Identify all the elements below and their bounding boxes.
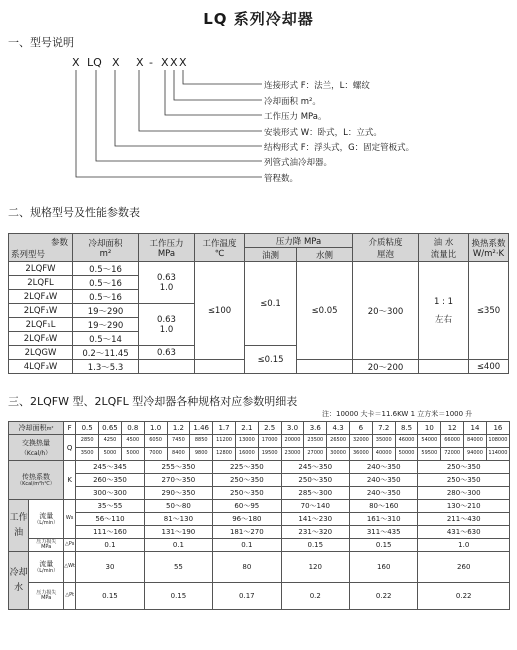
k-value: 260～350 [76, 474, 144, 487]
model-desc: 安装形式 W：卧式，L：立式。 [264, 128, 382, 138]
water-drop-value: 0.17 [213, 583, 281, 610]
heat-value: 40000 [372, 448, 395, 461]
drop-header: 压力降 MPa [245, 234, 353, 248]
Pt-symbol: △Pt [64, 583, 76, 610]
water-flow-value: 30 [76, 552, 144, 583]
heat-value: 20000 [281, 435, 304, 448]
oil-flow-value: 81～130 [144, 513, 212, 526]
code-part: X [170, 56, 178, 69]
model-desc: 列管式油冷却器。 [264, 158, 333, 168]
area-cell: 1.3～5.3 [73, 360, 139, 374]
ratio-header: 油 水 流量比 [419, 234, 469, 262]
heat-value: 32000 [350, 435, 373, 448]
detail-table [8, 421, 510, 610]
oil-flow-value: 161～310 [350, 513, 418, 526]
water-flow-value: 260 [418, 552, 510, 583]
visc-cell: 20～300 [353, 262, 419, 360]
pressure-cell: 0.63 [139, 346, 195, 360]
code-part: - [149, 56, 153, 69]
heat-value: 26500 [327, 435, 350, 448]
heat-value: 13000 [235, 435, 258, 448]
spec-table [8, 233, 509, 374]
drop-oil-cell: ≤0.1 [245, 262, 297, 346]
area-value: 6 [350, 422, 373, 435]
heat-value: 16000 [235, 448, 258, 461]
k-value: 250～350 [213, 474, 281, 487]
k-value: 285～300 [281, 487, 349, 500]
area-cell: 19～290 [73, 304, 139, 318]
water-drop-value: 0.15 [144, 583, 212, 610]
model-code-leader-lines [0, 0, 517, 200]
visc-header: 介质粘度 厘泡 [353, 234, 419, 262]
oil-flow-value: 35～55 [76, 500, 144, 513]
area-value: 3.6 [304, 422, 327, 435]
area-value: 1.2 [167, 422, 190, 435]
model-cell: 2LQF₁W [9, 304, 73, 318]
heat-value: 30000 [327, 448, 350, 461]
visc-cell: 20～200 [353, 360, 419, 374]
heat-value: 66000 [441, 435, 464, 448]
heat-value: 8850 [190, 435, 213, 448]
page-title: LQ 系列冷却器 [203, 10, 314, 28]
water-drop-label: 压力损失 MPa [29, 583, 64, 610]
water-flow-value: 80 [213, 552, 281, 583]
oil-flow-value: 60～95 [213, 500, 281, 513]
oil-flow-value: 311～435 [350, 526, 418, 539]
K-symbol: K [64, 461, 76, 500]
model-desc: 管程数。 [264, 174, 299, 184]
heat-value: 84000 [464, 435, 487, 448]
drop-water-header: 水侧 [297, 248, 353, 262]
k-value: 245～350 [281, 461, 349, 474]
heat-value: 27000 [304, 448, 327, 461]
ratio-cell: 1 : 1 左右 [419, 262, 469, 360]
heat-value: 6050 [144, 435, 167, 448]
water-label: 冷却水 [9, 552, 29, 610]
area-cell: 0.5～16 [73, 276, 139, 290]
heat-label: 交换热量 （Kcal/h） [9, 435, 64, 461]
pressure-cell: 0.63 1.0 [139, 262, 195, 304]
model-desc: 结构形式 F：浮头式，G：固定管板式。 [264, 143, 415, 153]
heat-value: 108000 [486, 435, 509, 448]
k-value: 270～350 [144, 474, 212, 487]
model-cell: 2LQF₆W [9, 332, 73, 346]
heat-value: 94000 [464, 448, 487, 461]
heat-value: 46000 [395, 435, 418, 448]
water-flow-value: 55 [144, 552, 212, 583]
oil-flow-value: 231～320 [281, 526, 349, 539]
oil-drop-value: 1.0 [418, 539, 510, 552]
heat-value: 7450 [167, 435, 190, 448]
pressure-cell [139, 360, 195, 374]
heat-value: 59500 [418, 448, 441, 461]
code-part: LQ [87, 56, 102, 69]
heat-value: 23000 [281, 448, 304, 461]
area-value: 7.2 [372, 422, 395, 435]
heat-value: 3500 [76, 448, 99, 461]
k-value: 250～350 [281, 474, 349, 487]
area-label: 冷却面积m² [9, 422, 64, 435]
oil-drop-value: 0.15 [350, 539, 418, 552]
model-desc: 连接形式 F：法兰，L：螺纹 [264, 81, 370, 91]
model-cell: 4LQF₃W [9, 360, 73, 374]
code-part: X [112, 56, 120, 69]
area-value: 16 [486, 422, 509, 435]
water-drop-value: 0.15 [76, 583, 144, 610]
k-value: 250～350 [213, 487, 281, 500]
temp-cell [195, 360, 245, 374]
oil-label: 工作油 [9, 500, 29, 552]
heat-value: 11200 [213, 435, 236, 448]
heat-value: 50000 [395, 448, 418, 461]
water-flow-value: 160 [350, 552, 418, 583]
heat-value: 114000 [486, 448, 509, 461]
water-flow-value: 120 [281, 552, 349, 583]
oil-flow-value: 211～430 [418, 513, 510, 526]
oil-flow-value: 50～80 [144, 500, 212, 513]
area-value: 4.3 [327, 422, 350, 435]
oil-flow-value: 141～230 [281, 513, 349, 526]
oil-drop-label: 压力损失 MPa [29, 539, 64, 552]
code-part: X [179, 56, 187, 69]
area-cell: 0.5～16 [73, 262, 139, 276]
ratio-cell [419, 360, 469, 374]
heat-value: 17000 [258, 435, 281, 448]
k-value: 240～350 [350, 474, 418, 487]
oil-flow-value: 111～160 [76, 526, 144, 539]
coef-cell: ≤400 [469, 360, 509, 374]
drop-oil-cell: ≤0.15 [245, 346, 297, 374]
code-part: X [136, 56, 144, 69]
heat-value: 23500 [304, 435, 327, 448]
Ps-symbol: △Ps [64, 539, 76, 552]
model-desc: 工作压力 MPa。 [264, 112, 327, 122]
k-value: 300～300 [76, 487, 144, 500]
area-value: 1.46 [190, 422, 213, 435]
area-value: 1.7 [213, 422, 236, 435]
k-value: 240～350 [350, 461, 418, 474]
drop-water-cell: ≤0.05 [297, 262, 353, 360]
oil-drop-value: 0.1 [76, 539, 144, 552]
heat-value: 5000 [99, 448, 122, 461]
k-value: 250～350 [418, 461, 510, 474]
section-2-heading: 二、规格型号及性能参数表 [8, 206, 140, 219]
model-cell: 2LQF₄W [9, 290, 73, 304]
oil-flow-value: 131～190 [144, 526, 212, 539]
heat-value: 12800 [213, 448, 236, 461]
Ws-symbol: Ws [64, 500, 76, 539]
area-value: 0.65 [99, 422, 122, 435]
heat-value: 19500 [258, 448, 281, 461]
area-value: 1.0 [144, 422, 167, 435]
water-flow-label: 流量 （L/min） [29, 552, 64, 583]
heat-value: 4500 [121, 435, 144, 448]
area-header: 冷却面积 m² [73, 234, 139, 262]
model-cell: 2LQF₁L [9, 318, 73, 332]
area-value: 14 [464, 422, 487, 435]
heat-value: 8400 [167, 448, 190, 461]
model-cell: 2LQFW [9, 262, 73, 276]
oil-flow-value: 181～270 [213, 526, 281, 539]
water-drop-value: 0.2 [281, 583, 349, 610]
area-value: 0.5 [76, 422, 99, 435]
coef-cell: ≤350 [469, 262, 509, 360]
area-cell: 0.5～16 [73, 290, 139, 304]
Wt-symbol: △Wt [64, 552, 76, 583]
area-value: 8.5 [395, 422, 418, 435]
k-label: 传热系数 （Kcal/m²h℃） [9, 461, 64, 500]
k-value: 245～345 [76, 461, 144, 474]
oil-flow-label: 流量 （L/min） [29, 500, 64, 539]
F-symbol: F [64, 422, 76, 435]
area-cell: 0.5～14 [73, 332, 139, 346]
oil-flow-value: 96～180 [213, 513, 281, 526]
temp-header: 工作温度 ℃ [195, 234, 245, 262]
k-value: 225～350 [213, 461, 281, 474]
area-value: 0.8 [121, 422, 144, 435]
heat-value: 2850 [76, 435, 99, 448]
oil-drop-value: 0.1 [213, 539, 281, 552]
oil-flow-value: 431～630 [418, 526, 510, 539]
heat-value: 4250 [99, 435, 122, 448]
area-value: 3.0 [281, 422, 304, 435]
area-cell: 0.2～11.45 [73, 346, 139, 360]
oil-flow-value: 130～210 [418, 500, 510, 513]
oil-drop-value: 0.1 [144, 539, 212, 552]
section-3-heading: 三、2LQFW 型、2LQFL 型冷却器各种规格对应参数明细表 [8, 395, 298, 408]
model-desc: 冷却面积 m²。 [264, 97, 321, 107]
oil-flow-value: 70～140 [281, 500, 349, 513]
oil-flow-value: 56～110 [76, 513, 144, 526]
oil-flow-value: 80～160 [350, 500, 418, 513]
k-value: 240～350 [350, 487, 418, 500]
area-value: 2.5 [258, 422, 281, 435]
water-drop-value: 0.22 [350, 583, 418, 610]
pressure-header: 工作压力 MPa [139, 234, 195, 262]
heat-value: 7000 [144, 448, 167, 461]
heat-value: 54000 [418, 435, 441, 448]
heat-value: 5000 [121, 448, 144, 461]
code-part: X [161, 56, 169, 69]
k-value: 280～300 [418, 487, 510, 500]
area-value: 12 [441, 422, 464, 435]
area-value: 10 [418, 422, 441, 435]
model-cell: 2LQFL [9, 276, 73, 290]
heat-value: 72000 [441, 448, 464, 461]
area-cell: 19～290 [73, 318, 139, 332]
code-part: X [72, 56, 80, 69]
temp-cell: ≤100 [195, 262, 245, 360]
coef-header: 换热系数 W/m²·K [469, 234, 509, 262]
section-1-heading: 一、型号说明 [8, 36, 74, 49]
heat-value: 35000 [372, 435, 395, 448]
k-value: 255～350 [144, 461, 212, 474]
k-value: 250～350 [418, 474, 510, 487]
area-value: 2.1 [235, 422, 258, 435]
drop-water-cell [297, 360, 353, 374]
param-header: 参数 系列型号 [9, 234, 73, 262]
pressure-cell: 0.63 1.0 [139, 304, 195, 346]
unit-note: 注：10000 大卡＝11.6KW 1 立方米＝1000 升 [322, 410, 473, 418]
water-drop-value: 0.22 [418, 583, 510, 610]
heat-value: 9800 [190, 448, 213, 461]
drop-oil-header: 油测 [245, 248, 297, 262]
model-cell: 2LQGW [9, 346, 73, 360]
oil-drop-value: 0.15 [281, 539, 349, 552]
Q-symbol: Q [64, 435, 76, 461]
k-value: 290～350 [144, 487, 212, 500]
heat-value: 36000 [350, 448, 373, 461]
